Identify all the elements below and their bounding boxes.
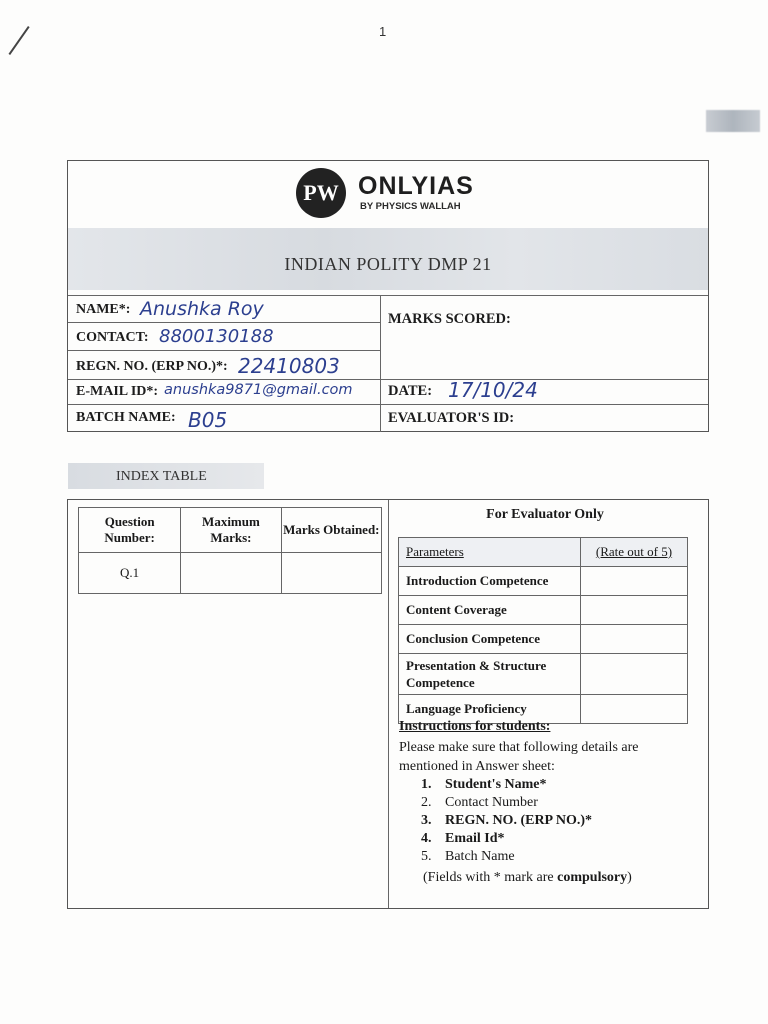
item-label: Email Id* [445, 831, 505, 846]
parameters-header: Parameters [399, 538, 581, 567]
divider [388, 500, 389, 908]
parameter-name: Conclusion Competence [399, 625, 581, 654]
table-row [399, 596, 688, 625]
evaluator-title: For Evaluator Only [486, 507, 604, 522]
column-header: Maximum Marks: [181, 508, 281, 553]
list-item [421, 776, 592, 794]
evaluator-id-label: EVALUATOR'S ID: [388, 410, 515, 426]
rating-cell [581, 695, 688, 724]
index-table [78, 507, 382, 594]
item-number: 4. [421, 831, 432, 846]
index-table-label: INDEX TABLE [116, 469, 207, 484]
divider [380, 295, 381, 432]
brand-subtitle: BY PHYSICS WALLAH [360, 201, 461, 212]
list-item [421, 848, 592, 866]
instructions-text: Please make sure that following details are mentioned in Answer sheet: [399, 740, 639, 774]
divider [68, 322, 380, 323]
item-label: Student's Name* [445, 777, 547, 792]
rating-cell [581, 654, 688, 695]
date-label: DATE: [388, 383, 433, 399]
rate-header: (Rate out of 5) [581, 538, 688, 567]
table-row [399, 567, 688, 596]
batch-value: B05 [188, 408, 228, 432]
parameter-name: Language Proficiency [399, 695, 581, 724]
rating-cell [581, 625, 688, 654]
regn-value: 22410803 [238, 354, 340, 378]
footer-close: ) [627, 870, 632, 885]
instructions-footer [423, 870, 632, 886]
marks-scored-label: MARKS SCORED: [388, 311, 511, 327]
item-number: 2. [421, 795, 432, 810]
item-label: Batch Name [445, 849, 515, 864]
instructions-heading: Instructions for students: [399, 719, 551, 734]
maximum-marks-cell [181, 553, 281, 594]
divider [68, 379, 708, 380]
table-row [399, 654, 688, 695]
parameters-table [398, 537, 688, 724]
table-row [79, 553, 382, 594]
parameter-name: Presentation & Structure Competence [399, 654, 581, 695]
contact-value: 8800130188 [159, 326, 274, 347]
date-value: 17/10/24 [448, 378, 538, 402]
marks-obtained-cell [281, 553, 381, 594]
contact-label: CONTACT: [76, 330, 149, 345]
scan-smudge [706, 110, 760, 132]
list-item [421, 830, 592, 848]
question-number-cell: Q.1 [79, 553, 181, 594]
name-value: Anushka Roy [140, 298, 264, 320]
footer-bold: compulsory [557, 870, 628, 885]
page-number: 1 [379, 24, 387, 39]
item-number: 1. [421, 777, 432, 792]
parameter-name: Introduction Competence [399, 567, 581, 596]
column-header: Marks Obtained: [281, 508, 381, 553]
name-label: NAME*: [76, 302, 131, 317]
table-row [399, 625, 688, 654]
parameter-name: Content Coverage [399, 596, 581, 625]
instructions-list [421, 776, 592, 866]
pen-mark [8, 26, 29, 55]
item-label: REGN. NO. (ERP NO.)* [445, 813, 592, 828]
list-item [421, 812, 592, 830]
divider [68, 295, 708, 296]
rating-cell [581, 567, 688, 596]
email-label: E-MAIL ID*: [76, 384, 159, 399]
pw-logo-icon: PW [296, 168, 346, 218]
list-item [421, 794, 592, 812]
batch-label: BATCH NAME: [76, 410, 176, 425]
item-label: Contact Number [445, 795, 538, 810]
brand-name: ONLYIAS [358, 172, 474, 200]
item-number: 5. [421, 849, 432, 864]
divider [68, 404, 708, 405]
email-value: anushka9871@gmail.com [164, 382, 353, 398]
item-number: 3. [421, 813, 432, 828]
column-header: Question Number: [79, 508, 181, 553]
footer-text: (Fields with * mark are [423, 870, 558, 885]
rating-cell [581, 596, 688, 625]
regn-label: REGN. NO. (ERP NO.)*: [76, 359, 228, 374]
divider [68, 350, 380, 351]
document-title: INDIAN POLITY DMP 21 [284, 254, 492, 274]
